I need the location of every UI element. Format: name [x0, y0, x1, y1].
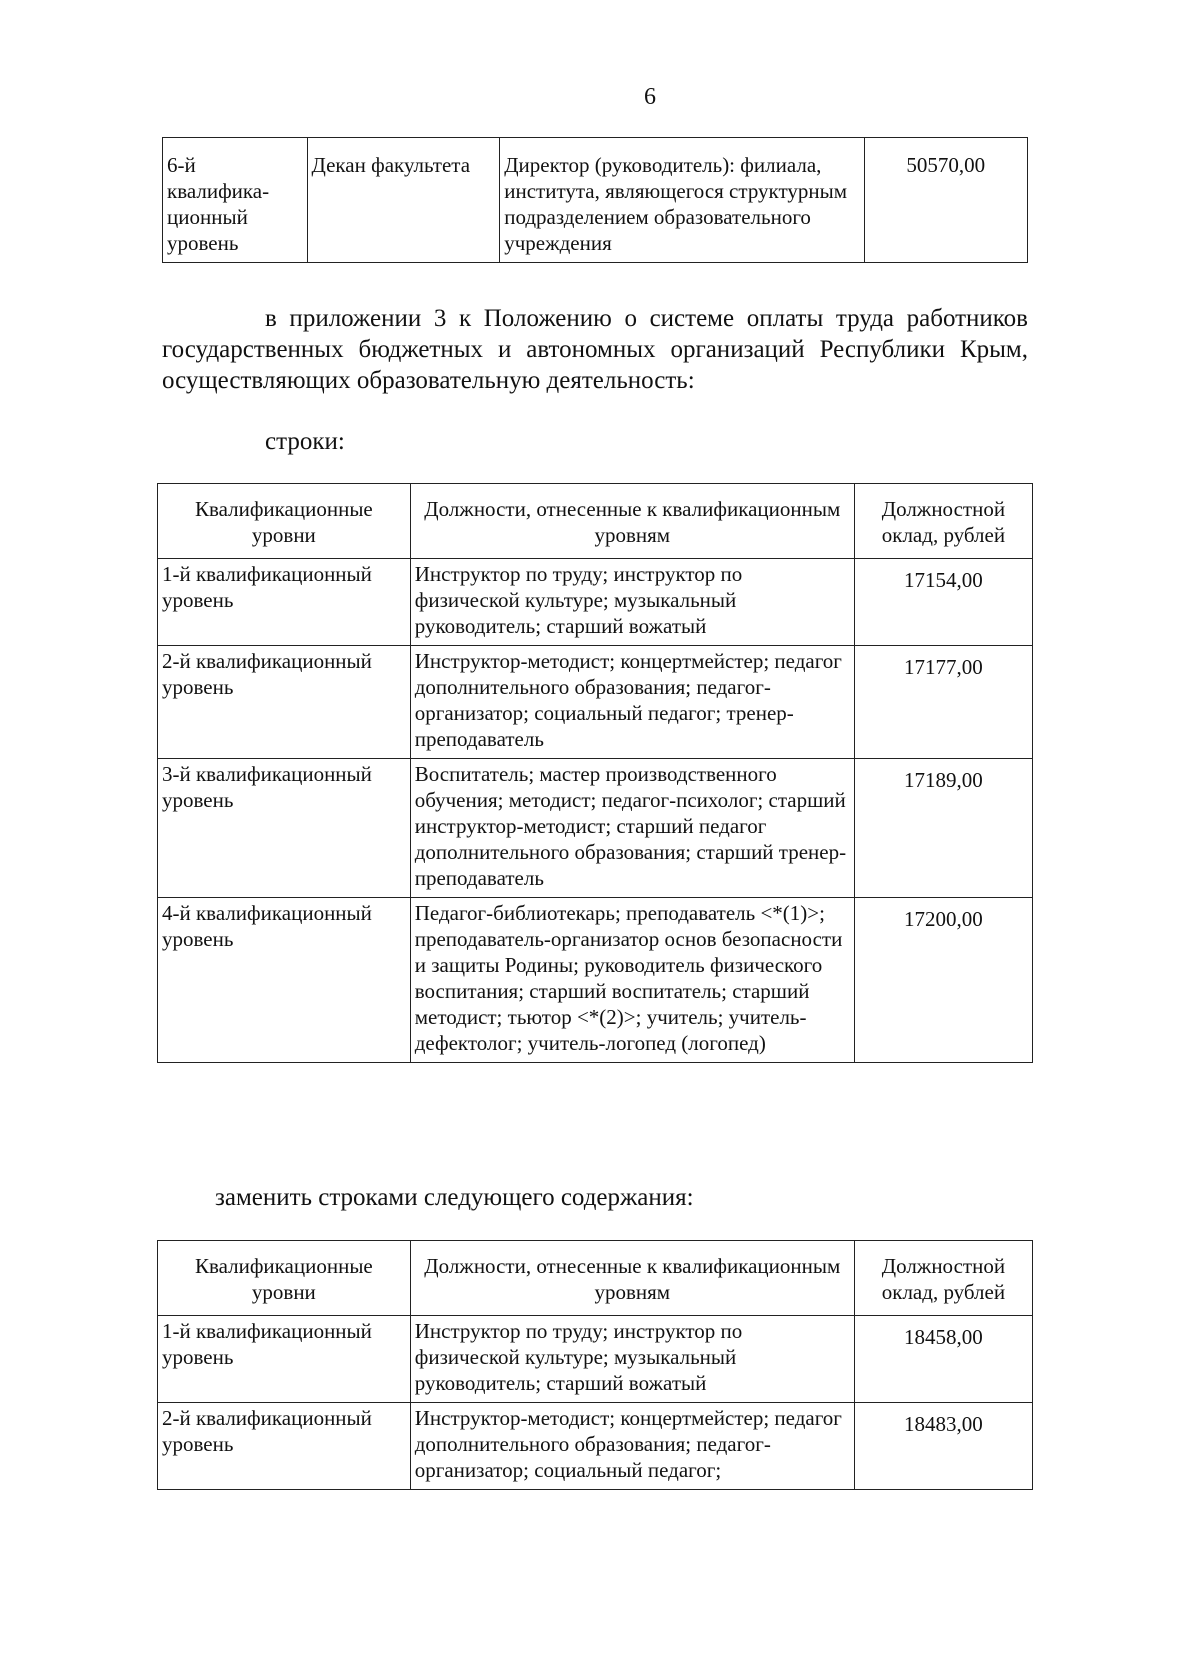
rows-label: строки: — [265, 428, 345, 455]
continued-table — [162, 137, 1028, 263]
table-header-row — [158, 484, 1033, 559]
salary-cell: 17200,00 — [854, 898, 1032, 1063]
level-line: 6-й — [167, 153, 196, 177]
salary-cell: 50570,00 — [864, 138, 1027, 263]
level-cell: 4-й квалификационный уровень — [158, 898, 411, 1063]
positions-detail-cell: Директор (руководитель): филиала, института, являющегося структурным подразделением образовательного учреждения — [500, 138, 864, 263]
level-cell — [163, 138, 308, 263]
table-row — [158, 898, 1033, 1063]
level-line: уровень — [167, 231, 239, 255]
positions-cell: Инструктор по труду; инструктор по физической культуре; музыкальный руководитель; старший вожатый — [410, 1316, 854, 1403]
salary-cell: 18483,00 — [854, 1403, 1032, 1490]
old-salary-table — [157, 483, 1033, 1063]
table-row — [158, 559, 1033, 646]
replace-label: заменить строками следующего содержания: — [215, 1184, 694, 1211]
level-cell: 1-й квалификационный уровень — [158, 1316, 411, 1403]
header-level: Квалификационные уровни — [158, 1241, 411, 1316]
table-row — [158, 759, 1033, 898]
positions-cell: Воспитатель; мастер производственного обучения; методист; педагог-психолог; старший инструктор-методист; старший педагог дополнительного образования; старший тренер-преподаватель — [410, 759, 854, 898]
table-row — [163, 138, 1028, 263]
table-row — [158, 1316, 1033, 1403]
header-salary: Должностной оклад, рублей — [854, 1241, 1032, 1316]
level-line: квалифика- — [167, 179, 270, 203]
header-salary: Должностной оклад, рублей — [854, 484, 1032, 559]
salary-cell: 17177,00 — [854, 646, 1032, 759]
level-cell: 3-й квалификационный уровень — [158, 759, 411, 898]
positions-cell: Педагог-библиотекарь; преподаватель <*(1)>; преподаватель-организатор основ безопасности и защиты Родины; руководитель физического воспитания; старший воспитатель; старший методист; тьютор <*(2)>; учитель; учитель-дефектолог; учитель-логопед (логопед) — [410, 898, 854, 1063]
salary-cell: 18458,00 — [854, 1316, 1032, 1403]
table-row — [158, 646, 1033, 759]
page-number: 6 — [644, 84, 656, 110]
table-row — [158, 1403, 1033, 1490]
positions-cell: Инструктор-методист; концертмейстер; педагог дополнительного образования; педагог-организатор; социальный педагог; тренер-преподаватель — [410, 646, 854, 759]
header-level: Квалификационные уровни — [158, 484, 411, 559]
salary-cell: 17154,00 — [854, 559, 1032, 646]
header-positions: Должности, отнесенные к квалификационным уровням — [410, 484, 854, 559]
level-line: ционный — [167, 205, 248, 229]
new-salary-table — [157, 1240, 1033, 1490]
salary-cell: 17189,00 — [854, 759, 1032, 898]
intro-paragraph: в приложении 3 к Положению о системе оплаты труда работников государственных бюджетных и автономных организаций Республики Крым, осуществляющих образовательную деятельность: — [162, 305, 1028, 394]
level-cell: 2-й квалификационный уровень — [158, 1403, 411, 1490]
level-cell: 1-й квалификационный уровень — [158, 559, 411, 646]
position-cell: Декан факультета — [307, 138, 500, 263]
table-header-row — [158, 1241, 1033, 1316]
positions-cell: Инструктор по труду; инструктор по физической культуре; музыкальный руководитель; старший вожатый — [410, 559, 854, 646]
level-cell: 2-й квалификационный уровень — [158, 646, 411, 759]
positions-cell: Инструктор-методист; концертмейстер; педагог дополнительного образования; педагог-организатор; социальный педагог; — [410, 1403, 854, 1490]
header-positions: Должности, отнесенные к квалификационным уровням — [410, 1241, 854, 1316]
